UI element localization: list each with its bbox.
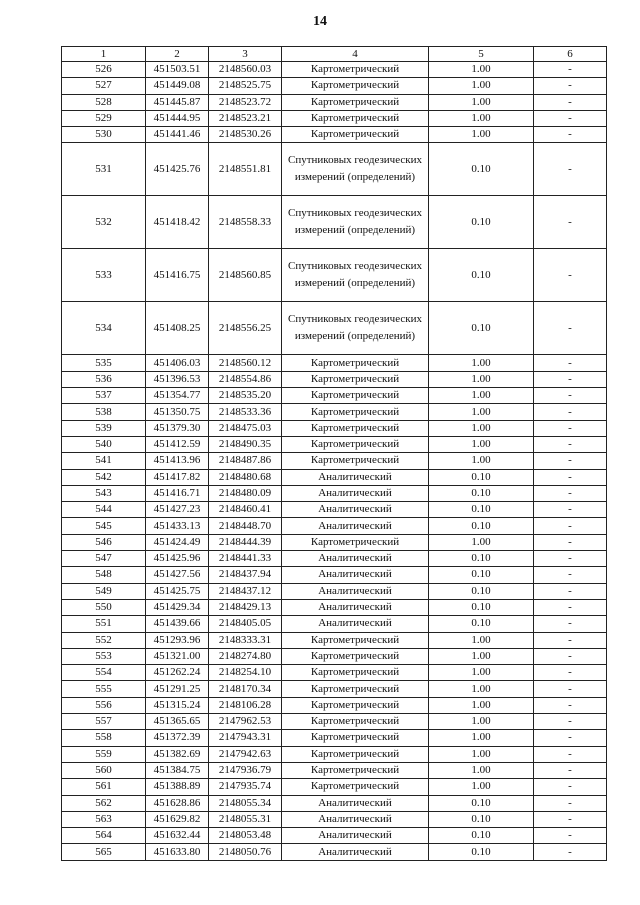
table-cell: - <box>534 371 607 387</box>
table-cell: 526 <box>62 62 146 78</box>
table-cell: 2148053.48 <box>209 828 282 844</box>
table-cell: - <box>534 616 607 632</box>
table-cell: 451350.75 <box>146 404 209 420</box>
table-cell: 2148480.68 <box>209 469 282 485</box>
table-cell: - <box>534 730 607 746</box>
table-cell: 2148444.39 <box>209 534 282 550</box>
table-row <box>62 828 607 844</box>
table-cell: 539 <box>62 420 146 436</box>
table-cell: 547 <box>62 551 146 567</box>
table-row <box>62 567 607 583</box>
table-cell: 2148533.36 <box>209 404 282 420</box>
table-cell: Картометрический <box>282 779 429 795</box>
table-cell: 451354.77 <box>146 388 209 404</box>
table-cell: 2148560.03 <box>209 62 282 78</box>
table-cell: - <box>534 502 607 518</box>
table-row <box>62 469 607 485</box>
table-cell: 451425.75 <box>146 583 209 599</box>
table-cell: - <box>534 388 607 404</box>
table-cell: 555 <box>62 681 146 697</box>
table-row <box>62 697 607 713</box>
table-cell: 541 <box>62 453 146 469</box>
table-cell: - <box>534 110 607 126</box>
table-row <box>62 551 607 567</box>
table-cell: 451424.49 <box>146 534 209 550</box>
table-cell: 1.00 <box>429 762 534 778</box>
table-cell: 0.10 <box>429 616 534 632</box>
table-cell: 552 <box>62 632 146 648</box>
table-cell: Аналитический <box>282 502 429 518</box>
table-cell: 562 <box>62 795 146 811</box>
table-cell: 451445.87 <box>146 94 209 110</box>
table-cell: - <box>534 648 607 664</box>
table-row <box>62 371 607 387</box>
table-cell: 1.00 <box>429 779 534 795</box>
table-cell: 2148523.72 <box>209 94 282 110</box>
table-cell: 451416.71 <box>146 485 209 501</box>
table-cell: 2148460.41 <box>209 502 282 518</box>
table-cell: - <box>534 779 607 795</box>
table-cell: 451396.53 <box>146 371 209 387</box>
table-cell: 535 <box>62 355 146 371</box>
table-cell: Картометрический <box>282 697 429 713</box>
table-cell: 2148560.12 <box>209 355 282 371</box>
table-row <box>62 62 607 78</box>
table-cell: Картометрический <box>282 388 429 404</box>
table-cell: Картометрический <box>282 127 429 143</box>
table-row <box>62 143 607 196</box>
column-header: 3 <box>209 47 282 62</box>
table-cell: - <box>534 762 607 778</box>
table-cell: - <box>534 632 607 648</box>
table-cell: 536 <box>62 371 146 387</box>
table-cell: 558 <box>62 730 146 746</box>
table-cell: 548 <box>62 567 146 583</box>
table-row <box>62 665 607 681</box>
table-cell: 551 <box>62 616 146 632</box>
page-number: 14 <box>313 14 327 29</box>
table-cell: 559 <box>62 746 146 762</box>
table-header-row <box>62 47 607 62</box>
table-cell: 451406.03 <box>146 355 209 371</box>
table-cell: 1.00 <box>429 127 534 143</box>
table-cell: 2148106.28 <box>209 697 282 713</box>
table-cell: 2148274.80 <box>209 648 282 664</box>
table-cell: 2148556.25 <box>209 302 282 355</box>
table-cell: Картометрический <box>282 371 429 387</box>
table-cell: 451441.46 <box>146 127 209 143</box>
table-cell: - <box>534 78 607 94</box>
table-cell: 1.00 <box>429 681 534 697</box>
table-cell: - <box>534 249 607 302</box>
table-cell: Картометрический <box>282 404 429 420</box>
table-cell: 451372.39 <box>146 730 209 746</box>
table-cell: Картометрический <box>282 62 429 78</box>
table-cell: 2148333.31 <box>209 632 282 648</box>
table-row <box>62 648 607 664</box>
table-cell: 0.10 <box>429 795 534 811</box>
table-row <box>62 453 607 469</box>
table-cell: 451315.24 <box>146 697 209 713</box>
table-cell: - <box>534 828 607 844</box>
table-cell: 565 <box>62 844 146 860</box>
table-cell: 564 <box>62 828 146 844</box>
table-cell: - <box>534 795 607 811</box>
table-cell: 553 <box>62 648 146 664</box>
table-cell: 451408.25 <box>146 302 209 355</box>
table-cell: Аналитический <box>282 795 429 811</box>
table-cell: 2148429.13 <box>209 599 282 615</box>
table-cell: 451425.76 <box>146 143 209 196</box>
table-cell: 1.00 <box>429 62 534 78</box>
table-cell: - <box>534 62 607 78</box>
table-cell: 554 <box>62 665 146 681</box>
table-cell: 1.00 <box>429 730 534 746</box>
table-cell: 533 <box>62 249 146 302</box>
table-cell: 2147935.74 <box>209 779 282 795</box>
table-cell: 0.10 <box>429 551 534 567</box>
table-cell: 2148530.26 <box>209 127 282 143</box>
table-cell: 540 <box>62 436 146 452</box>
table-cell: 542 <box>62 469 146 485</box>
table-cell: - <box>534 127 607 143</box>
table-cell: 451382.69 <box>146 746 209 762</box>
table-cell: 2148558.33 <box>209 196 282 249</box>
table-row <box>62 355 607 371</box>
table-cell: 0.10 <box>429 196 534 249</box>
table-cell: Аналитический <box>282 583 429 599</box>
table-cell: 528 <box>62 94 146 110</box>
table-cell: Аналитический <box>282 616 429 632</box>
table-cell: 0.10 <box>429 518 534 534</box>
table-cell: 451321.00 <box>146 648 209 664</box>
table-cell: Картометрический <box>282 648 429 664</box>
table-cell: 2148170.34 <box>209 681 282 697</box>
table-cell: 451262.24 <box>146 665 209 681</box>
column-header: 6 <box>534 47 607 62</box>
table-cell: 0.10 <box>429 583 534 599</box>
table-cell: 451418.42 <box>146 196 209 249</box>
table-cell: Аналитический <box>282 485 429 501</box>
table-cell: 451384.75 <box>146 762 209 778</box>
table-cell: 451449.08 <box>146 78 209 94</box>
table-cell: Картометрический <box>282 453 429 469</box>
table-row <box>62 502 607 518</box>
table-row <box>62 762 607 778</box>
table-cell: 545 <box>62 518 146 534</box>
table-cell: Картометрический <box>282 714 429 730</box>
table-cell: 2148437.94 <box>209 567 282 583</box>
table-cell: 1.00 <box>429 632 534 648</box>
table-cell: Картометрический <box>282 534 429 550</box>
table-cell: 560 <box>62 762 146 778</box>
table-cell: - <box>534 143 607 196</box>
table-cell: - <box>534 697 607 713</box>
table-cell: 1.00 <box>429 697 534 713</box>
table-cell: 0.10 <box>429 844 534 860</box>
table-cell: 2148523.21 <box>209 110 282 126</box>
table-cell: Аналитический <box>282 844 429 860</box>
table-cell: 532 <box>62 196 146 249</box>
table-cell: - <box>534 355 607 371</box>
table-cell: 2148055.31 <box>209 811 282 827</box>
table-row <box>62 485 607 501</box>
table-row <box>62 388 607 404</box>
table-cell: - <box>534 599 607 615</box>
table-cell: 2148535.20 <box>209 388 282 404</box>
table-cell: 543 <box>62 485 146 501</box>
table-cell: 529 <box>62 110 146 126</box>
table-row <box>62 811 607 827</box>
table-row <box>62 844 607 860</box>
table-cell: 534 <box>62 302 146 355</box>
table-cell: 1.00 <box>429 453 534 469</box>
table-cell: 1.00 <box>429 110 534 126</box>
table-cell: 451379.30 <box>146 420 209 436</box>
table-row <box>62 249 607 302</box>
table-cell: Аналитический <box>282 567 429 583</box>
table-cell: 2148560.85 <box>209 249 282 302</box>
table-cell: 451425.96 <box>146 551 209 567</box>
table-cell: - <box>534 811 607 827</box>
table-cell: 1.00 <box>429 371 534 387</box>
table-cell: 2148254.10 <box>209 665 282 681</box>
table-cell: 2148525.75 <box>209 78 282 94</box>
table-row <box>62 518 607 534</box>
table-cell: 550 <box>62 599 146 615</box>
table-cell: Картометрический <box>282 78 429 94</box>
table-cell: - <box>534 534 607 550</box>
table-row <box>62 746 607 762</box>
coordinates-table <box>61 46 607 861</box>
table-cell: - <box>534 746 607 762</box>
table-cell: 0.10 <box>429 811 534 827</box>
table-cell: 557 <box>62 714 146 730</box>
table-cell: - <box>534 404 607 420</box>
table-cell: Спутниковых геодезических измерений (определений) <box>282 249 429 302</box>
table-cell: 451412.59 <box>146 436 209 452</box>
table-cell: 1.00 <box>429 746 534 762</box>
table-cell: 563 <box>62 811 146 827</box>
table-cell: 1.00 <box>429 648 534 664</box>
table-cell: 0.10 <box>429 302 534 355</box>
table-cell: 2147936.79 <box>209 762 282 778</box>
table-cell: Аналитический <box>282 828 429 844</box>
table-cell: 527 <box>62 78 146 94</box>
table-row <box>62 404 607 420</box>
table-cell: 451628.86 <box>146 795 209 811</box>
table-cell: - <box>534 94 607 110</box>
table-row <box>62 196 607 249</box>
table-cell: Картометрический <box>282 665 429 681</box>
table-row <box>62 632 607 648</box>
table-cell: 451427.56 <box>146 567 209 583</box>
table-cell: 0.10 <box>429 249 534 302</box>
table-cell: Картометрический <box>282 355 429 371</box>
table-cell: - <box>534 714 607 730</box>
column-header: 1 <box>62 47 146 62</box>
table-cell: 451503.51 <box>146 62 209 78</box>
table-cell: Картометрический <box>282 436 429 452</box>
table-cell: Картометрический <box>282 110 429 126</box>
table-cell: 451444.95 <box>146 110 209 126</box>
table-row <box>62 583 607 599</box>
table-cell: - <box>534 844 607 860</box>
table-cell: 451388.89 <box>146 779 209 795</box>
table-row <box>62 616 607 632</box>
table-cell: 0.10 <box>429 599 534 615</box>
table-cell: - <box>534 453 607 469</box>
table-row <box>62 534 607 550</box>
table-cell: 451439.66 <box>146 616 209 632</box>
table-cell: 1.00 <box>429 534 534 550</box>
table-cell: 2147962.53 <box>209 714 282 730</box>
table-cell: 2147943.31 <box>209 730 282 746</box>
table-cell: 2147942.63 <box>209 746 282 762</box>
table-row <box>62 420 607 436</box>
table-cell: Аналитический <box>282 811 429 827</box>
table-cell: 451416.75 <box>146 249 209 302</box>
table-cell: 2148480.09 <box>209 485 282 501</box>
table-cell: 2148441.33 <box>209 551 282 567</box>
table-cell: 530 <box>62 127 146 143</box>
table-cell: 0.10 <box>429 502 534 518</box>
table-row <box>62 436 607 452</box>
table-cell: - <box>534 681 607 697</box>
table-cell: - <box>534 420 607 436</box>
table-cell: 2148487.86 <box>209 453 282 469</box>
table-cell: - <box>534 518 607 534</box>
table-cell: - <box>534 196 607 249</box>
table-cell: 451427.23 <box>146 502 209 518</box>
table-row <box>62 730 607 746</box>
table-cell: - <box>534 485 607 501</box>
table-cell: Аналитический <box>282 551 429 567</box>
table-cell: 2148050.76 <box>209 844 282 860</box>
table-cell: Аналитический <box>282 518 429 534</box>
table-cell: Картометрический <box>282 420 429 436</box>
column-header: 4 <box>282 47 429 62</box>
table-cell: 451633.80 <box>146 844 209 860</box>
table-cell: 1.00 <box>429 78 534 94</box>
table-cell: 0.10 <box>429 828 534 844</box>
table-cell: 538 <box>62 404 146 420</box>
table-cell: 451291.25 <box>146 681 209 697</box>
table-cell: 2148554.86 <box>209 371 282 387</box>
table-cell: 1.00 <box>429 355 534 371</box>
column-header: 2 <box>146 47 209 62</box>
table-cell: 1.00 <box>429 404 534 420</box>
table-row <box>62 599 607 615</box>
table-row <box>62 779 607 795</box>
table-cell: 0.10 <box>429 143 534 196</box>
table-cell: 1.00 <box>429 388 534 404</box>
table-cell: 2148055.34 <box>209 795 282 811</box>
table-cell: - <box>534 436 607 452</box>
table-row <box>62 714 607 730</box>
table-cell: 531 <box>62 143 146 196</box>
table-cell: 451413.96 <box>146 453 209 469</box>
table-row <box>62 127 607 143</box>
table-cell: - <box>534 302 607 355</box>
column-header: 5 <box>429 47 534 62</box>
table-cell: Картометрический <box>282 681 429 697</box>
table-row <box>62 681 607 697</box>
table-cell: Картометрический <box>282 762 429 778</box>
table-cell: 561 <box>62 779 146 795</box>
table-cell: Картометрический <box>282 632 429 648</box>
table-row <box>62 78 607 94</box>
table-cell: 2148448.70 <box>209 518 282 534</box>
table-cell: 451417.82 <box>146 469 209 485</box>
table-cell: - <box>534 469 607 485</box>
table-cell: - <box>534 551 607 567</box>
table-cell: 549 <box>62 583 146 599</box>
table-cell: 0.10 <box>429 567 534 583</box>
table-row <box>62 94 607 110</box>
table-cell: 451429.34 <box>146 599 209 615</box>
table-cell: 1.00 <box>429 420 534 436</box>
table-body <box>62 62 607 861</box>
table-cell: 1.00 <box>429 714 534 730</box>
table-cell: 2148405.05 <box>209 616 282 632</box>
table-cell: 451629.82 <box>146 811 209 827</box>
table-cell: 451293.96 <box>146 632 209 648</box>
table-cell: 451365.65 <box>146 714 209 730</box>
table-cell: Спутниковых геодезических измерений (определений) <box>282 302 429 355</box>
table-cell: 2148475.03 <box>209 420 282 436</box>
table-cell: Картометрический <box>282 94 429 110</box>
table-cell: Спутниковых геодезических измерений (определений) <box>282 196 429 249</box>
table-cell: - <box>534 665 607 681</box>
table-cell: 556 <box>62 697 146 713</box>
table-cell: 1.00 <box>429 94 534 110</box>
table-cell: Картометрический <box>282 730 429 746</box>
table-cell: Спутниковых геодезических измерений (определений) <box>282 143 429 196</box>
table-cell: 0.10 <box>429 485 534 501</box>
table-cell: 451632.44 <box>146 828 209 844</box>
table-cell: 546 <box>62 534 146 550</box>
table-row <box>62 795 607 811</box>
table-cell: 2148490.35 <box>209 436 282 452</box>
table-cell: Картометрический <box>282 746 429 762</box>
table-cell: 1.00 <box>429 436 534 452</box>
table-cell: 451433.13 <box>146 518 209 534</box>
table-cell: - <box>534 583 607 599</box>
table-cell: - <box>534 567 607 583</box>
table-cell: 544 <box>62 502 146 518</box>
table-row <box>62 302 607 355</box>
table-cell: 0.10 <box>429 469 534 485</box>
table-row <box>62 110 607 126</box>
table-cell: 2148551.81 <box>209 143 282 196</box>
table-cell: 537 <box>62 388 146 404</box>
table-cell: 1.00 <box>429 665 534 681</box>
table-cell: Аналитический <box>282 469 429 485</box>
table-cell: Аналитический <box>282 599 429 615</box>
table-cell: 2148437.12 <box>209 583 282 599</box>
